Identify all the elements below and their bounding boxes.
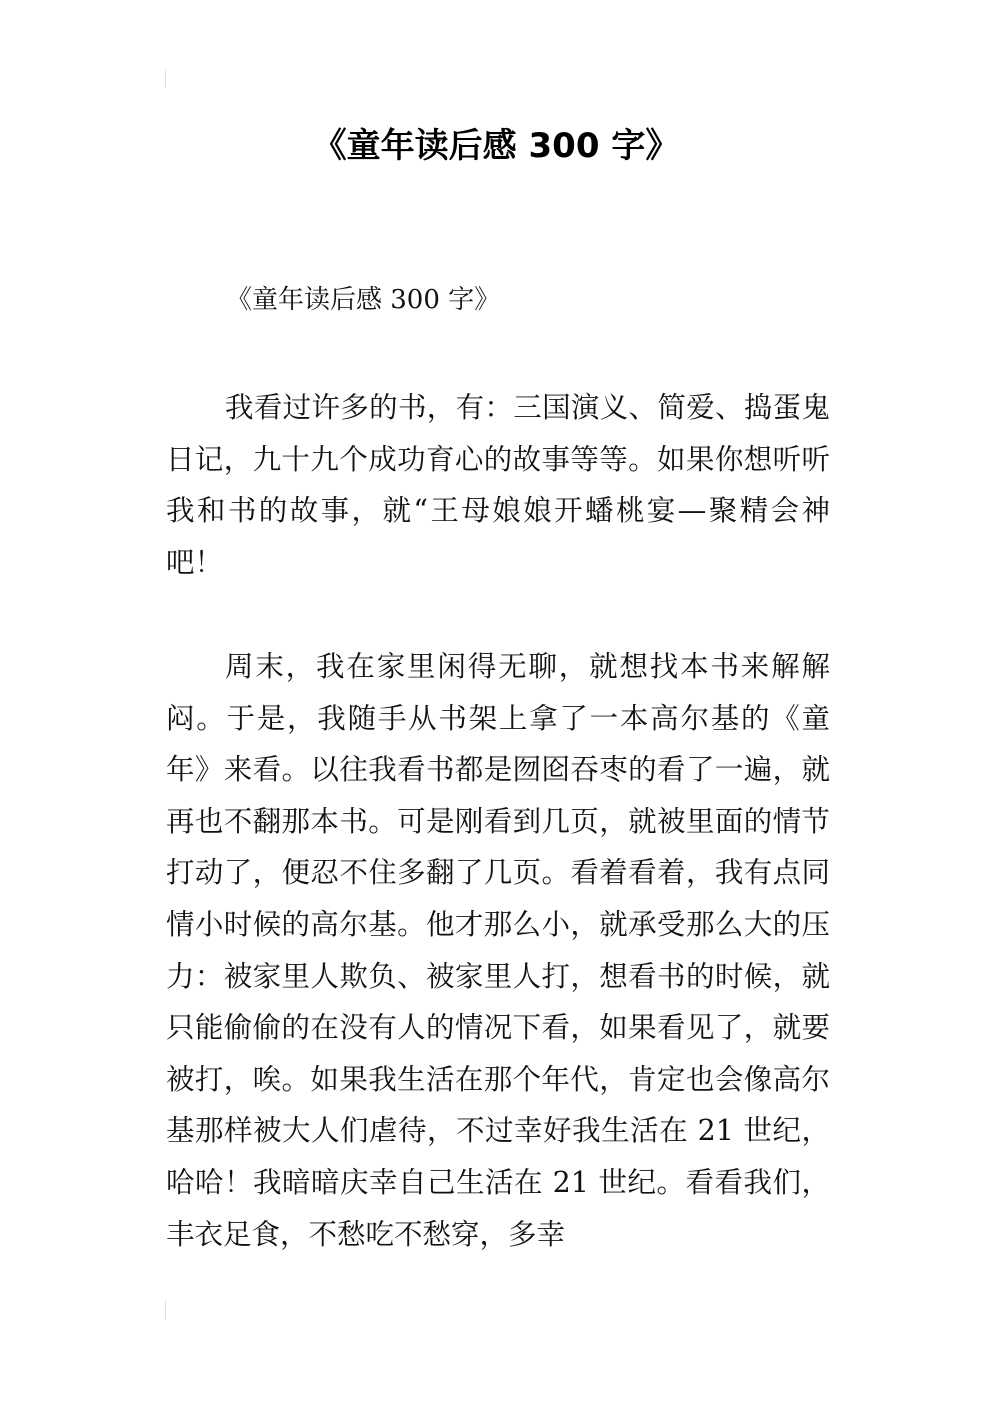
paragraph: 我看过许多的书，有：三国演义、简爱、捣蛋鬼日记，九十九个成功育心的故事等等。如果你想听听我和书的故事，就“王母娘娘开蟠桃宴—聚精会神吧！ [166, 391, 830, 579]
page-corner-mark-top [165, 70, 166, 88]
document-title: 《童年读后感 300 字》 [312, 126, 680, 166]
paragraph: 周末，我在家里闲得无聊，就想找本书来解解闷。于是，我随手从书架上拿了一本高尔基的《童年》来看。以往我看书都是囫囵吞枣的看了一遍，就再也不翻那本书。可是刚看到几页，就被里面的情节打动了，便忍不住多翻了几页。看着看着，我有点同情小时候的高尔基。他才那么小，就承受那么大的压力：被家里人欺负、被家里人打，想看书的时候，就只能偷偷的在没有人的情况下看，如果看见了，就要被打，唉。如果我生活在那个年代，肯定也会像高尔基那样被大人们虐待，不过幸好我生活在 21 世纪，哈哈！我暗暗庆幸自己生活在 21 世纪。看看我们，丰衣足食，不愁吃不愁穿，多幸 [166, 650, 830, 1251]
document-subtitle: 《童年读后感 300 字》 [226, 285, 501, 315]
page-corner-mark-bottom [165, 1300, 166, 1320]
